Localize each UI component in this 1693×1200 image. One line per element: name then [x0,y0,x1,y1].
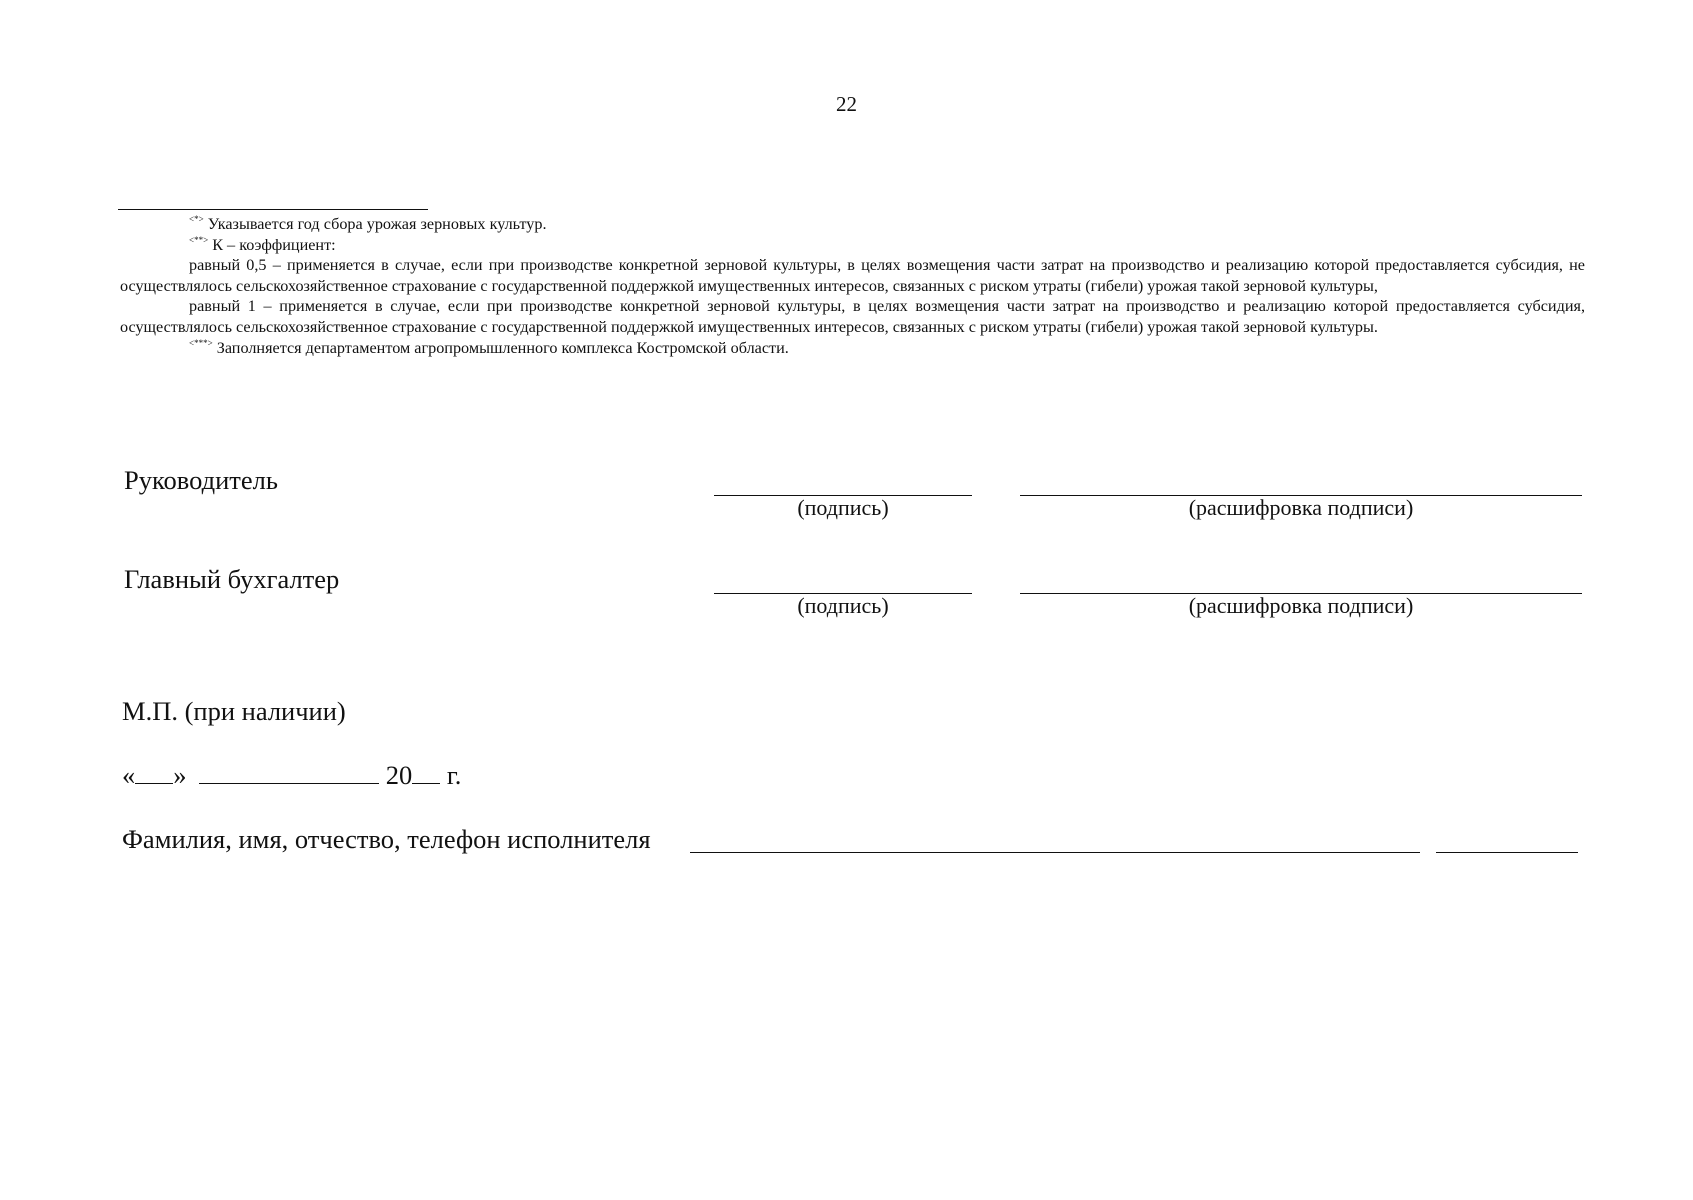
date-month-field[interactable] [199,761,379,784]
date-year-suffix: г. [446,760,462,790]
date-year-field[interactable] [412,761,440,784]
footnote-2-text: К – коэффициент: [212,235,336,254]
date-day-field[interactable] [135,761,173,784]
footnote-3 [120,338,1585,359]
footnote-2-mark: <**> [189,234,209,245]
accountant-decryption-caption: (расшифровка подписи) [1188,593,1414,618]
footnote-3-text: Заполняется департаментом агропромышленного комплекса Костромской области. [216,338,789,357]
footnote-1-text: Указывается год сбора урожая зерновых культур. [207,215,547,233]
head-label: Руководитель [124,465,278,495]
executor-row [122,824,651,854]
head-signature-caption: (подпись) [797,495,889,520]
date-line [122,760,461,790]
footnote-3-mark: <***> [189,337,213,348]
footnotes-block [120,214,1585,358]
footnote-2-paragraph-2: равный 1 – применяется в случае, если при производстве конкретной зерновой культуры, в целях возмещения части затрат на производство и реализацию которой предоставляется субсидия, осуществлялось сельскохозяйственное страхование с государственной поддержкой имущественных интересов, связанных с риском утраты (гибели) урожая такой зерновой культуры. [120,297,1585,336]
footnote-2-paragraph-1: равный 0,5 – применяется в случае, если при производстве конкретной зерновой культуры, в целях возмещения части затрат на производство и реализацию которой предоставляется субсидия, не осуществлялось сельскохозяйственное страхование с государственной поддержкой имущественных интересов, связанных с риском утраты (гибели) урожая такой зерновой культуры, [120,256,1585,295]
head-decryption-caption: (расшифровка подписи) [1188,495,1414,520]
page-number: 22 [836,92,857,116]
footnote-separator [118,209,428,210]
date-open-quote: « [122,760,136,790]
date-close-quote: » [173,760,187,790]
accountant-signature-caption: (подпись) [797,593,889,618]
footnote-1 [120,214,1585,235]
executor-label: Фамилия, имя, отчество, телефон исполнителя [122,824,651,854]
footnote-1-mark: <*> [189,214,204,224]
stamp-label: М.П. (при наличии) [122,696,346,726]
executor-name-line[interactable] [690,852,1420,853]
footnote-2 [120,235,1585,256]
accountant-label: Главный бухгалтер [124,564,340,594]
executor-phone-line[interactable] [1436,852,1578,853]
date-year-prefix: 20 [385,760,413,790]
